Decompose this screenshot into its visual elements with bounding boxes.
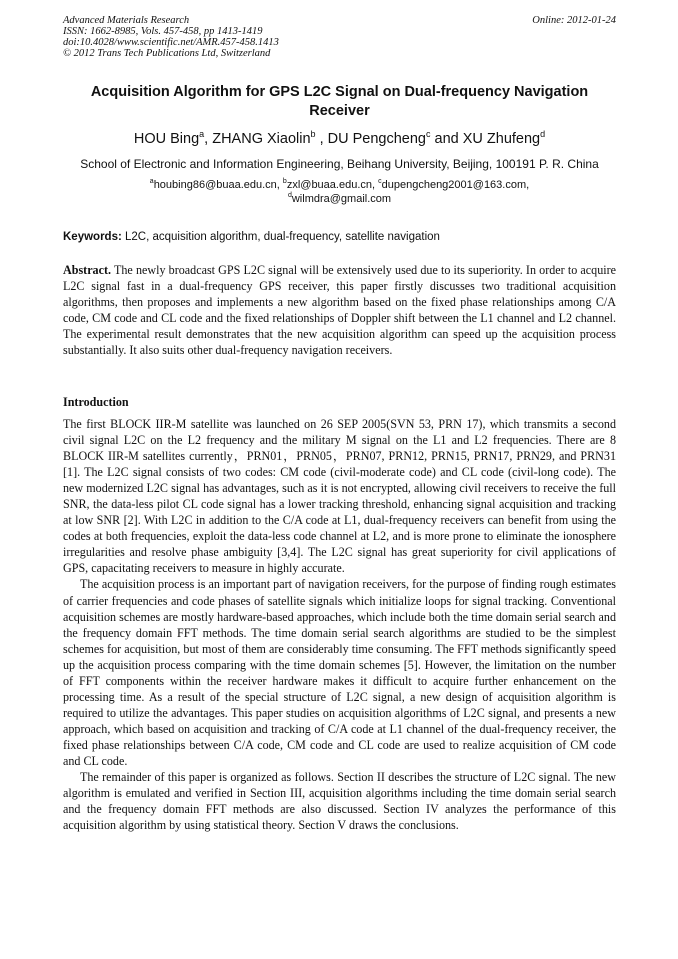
author-separator: , bbox=[315, 131, 328, 147]
email-address: wilmdra@gmail.com bbox=[291, 193, 392, 205]
journal-header bbox=[63, 15, 616, 59]
author-list bbox=[63, 130, 616, 148]
author-superscript: c bbox=[425, 129, 431, 139]
keywords-text: L2C, acquisition algorithm, dual-frequency, satellite navigation bbox=[125, 231, 440, 243]
email-superscript: d bbox=[287, 192, 292, 199]
affiliation: School of Electronic and Information Engineering, Beihang University, Beijing, 100191 P. R. China bbox=[80, 157, 599, 171]
online-date: Online: 2012-01-24 bbox=[532, 15, 616, 26]
email-superscript: b bbox=[282, 178, 287, 185]
copyright-line: © 2012 Trans Tech Publications Ltd, Switzerland bbox=[63, 48, 271, 59]
author-name: DU Pengcheng bbox=[327, 131, 426, 147]
intro-paragraph-3: The remainder of this paper is organized as follows. Section II describes the structure of L2C signal. The new algorithm is emulated and verified in Section III, acquisition algorithms including the time domain serial search and the frequency domain FFT methods are also discussed. Section IV analyzes the performance of this acquisition algorithm by using statistical theory. Section V draws the conclusions. bbox=[63, 770, 616, 833]
abstract bbox=[63, 262, 616, 358]
author-separator: and bbox=[430, 131, 463, 147]
introduction-body bbox=[63, 416, 616, 833]
author-name: HOU Bing bbox=[133, 131, 200, 147]
intro-paragraph-2: The acquisition process is an important part of navigation receivers, for the purpose of finding rough estimates of carrier frequencies and code phases of satellite signals which initialize loops for signal tracking. Conventional acquisition schemes are mostly hardware-based approaches, which include both the time domain serial search and the frequency domain FFT methods. The time domain serial search algorithms are studied to be the simplest schemes for acquisition, but most of them are considerably time consuming. The FFT methods significantly speed up the acquisition process comparing with the time domain schemes [5]. However, the limitation on the number of FFT components within the receiver hardware makes it difficult to acquire further enhancement on the processing time. As a result of the special structure of L2C signal, a new design of acquisition algorithm is required to utilize the advantages. This paper studies on acquisition algorithms of L2C signal, and presents a new approach, which based on acquisition and tracking of C/A code at L1 channel of the dual-frequency receiver, the fixed phase relationships between C/A code, CM code and CL code are used to realize acquisition of CM code and CL code. bbox=[63, 577, 616, 768]
email-separator: , bbox=[526, 179, 530, 191]
email-address: zxl@buaa.edu.cn bbox=[286, 179, 372, 191]
abstract-text: The newly broadcast GPS L2C signal will be extensively used due to its superiority. In order to acquire L2C signal fast in a dual-frequency GPS receiver, this paper firstly discusses two traditional acquisition algorithms, then proposes and implements a new algorithm based on the fixed phase relationships among C/A code, CM code and CL code and the fixed relationships of Doppler shift between the L1 channel and L2 channel. The experimental result demonstrates that the new acquisition algorithm can speed up the acquisition process substantially. It also suits other dual-frequency navigation receivers. bbox=[63, 263, 616, 358]
author-name: XU Zhufeng bbox=[462, 131, 541, 147]
email-address: dupengcheng2001@163.com bbox=[381, 179, 527, 191]
doi-line: doi:10.4028/www.scientific.net/AMR.457-458.1413 bbox=[63, 37, 279, 48]
author-superscript: a bbox=[199, 129, 205, 139]
issn-line: ISSN: 1662-8985, Vols. 457-458, pp 1413-1419 bbox=[63, 26, 263, 37]
author-separator: , bbox=[204, 131, 213, 147]
paper-title: Acquisition Algorithm for GPS L2C Signal on Dual-frequency Navigation Receiver bbox=[90, 84, 589, 119]
keywords-label: Keywords: bbox=[63, 231, 122, 243]
email-superscript: a bbox=[149, 178, 154, 185]
email-separator: , bbox=[276, 179, 283, 191]
email-separator: , bbox=[372, 179, 379, 191]
keywords bbox=[63, 230, 616, 244]
author-superscript: b bbox=[310, 129, 316, 139]
author-superscript: d bbox=[540, 129, 546, 139]
section-heading-introduction: Introduction bbox=[63, 395, 129, 409]
intro-paragraph-1: The first BLOCK IIR-M satellite was launched on 26 SEP 2005(SVN 53, PRN 17), which transmits a second civil signal L2C on the L2 frequency and the military M signal on the L1 and L2 frequencies. There are 8 BLOCK IIR-M satellites currently，PRN01，PRN05，PRN07, PRN12, PRN15, PRN17, PRN29, and PRN31 [1]. The L2C signal consists of two codes: CM code (civil-moderate code) and CL code (civil-long code). The new modernized L2C signal has advantages, such as it is not encrypted, allowing civil receivers to receive the full SNR, the data-less pilot CL code signal has a lower tracking threshold, enhancing signal acquisition and tracking at low SNR [2]. With L2C in addition to the C/A code at L1, dual-frequency receivers can benefit from using the codes at both frequencies, exploit the data-less code channel at L2, and is more prone to eliminate the ionosphere irregularities and resolve phase ambiguity [3,4]. The L2C signal has great superiority for civil applications of GPS, capacitating receivers to measure in highly accurate. bbox=[63, 417, 616, 576]
author-name: ZHANG Xiaolin bbox=[212, 131, 311, 147]
email-list bbox=[63, 178, 616, 206]
abstract-label: Abstract. bbox=[63, 263, 112, 277]
journal-name: Advanced Materials Research bbox=[63, 15, 190, 26]
email-superscript: c bbox=[378, 178, 382, 185]
email-address: houbing86@buaa.edu.cn bbox=[153, 179, 277, 191]
